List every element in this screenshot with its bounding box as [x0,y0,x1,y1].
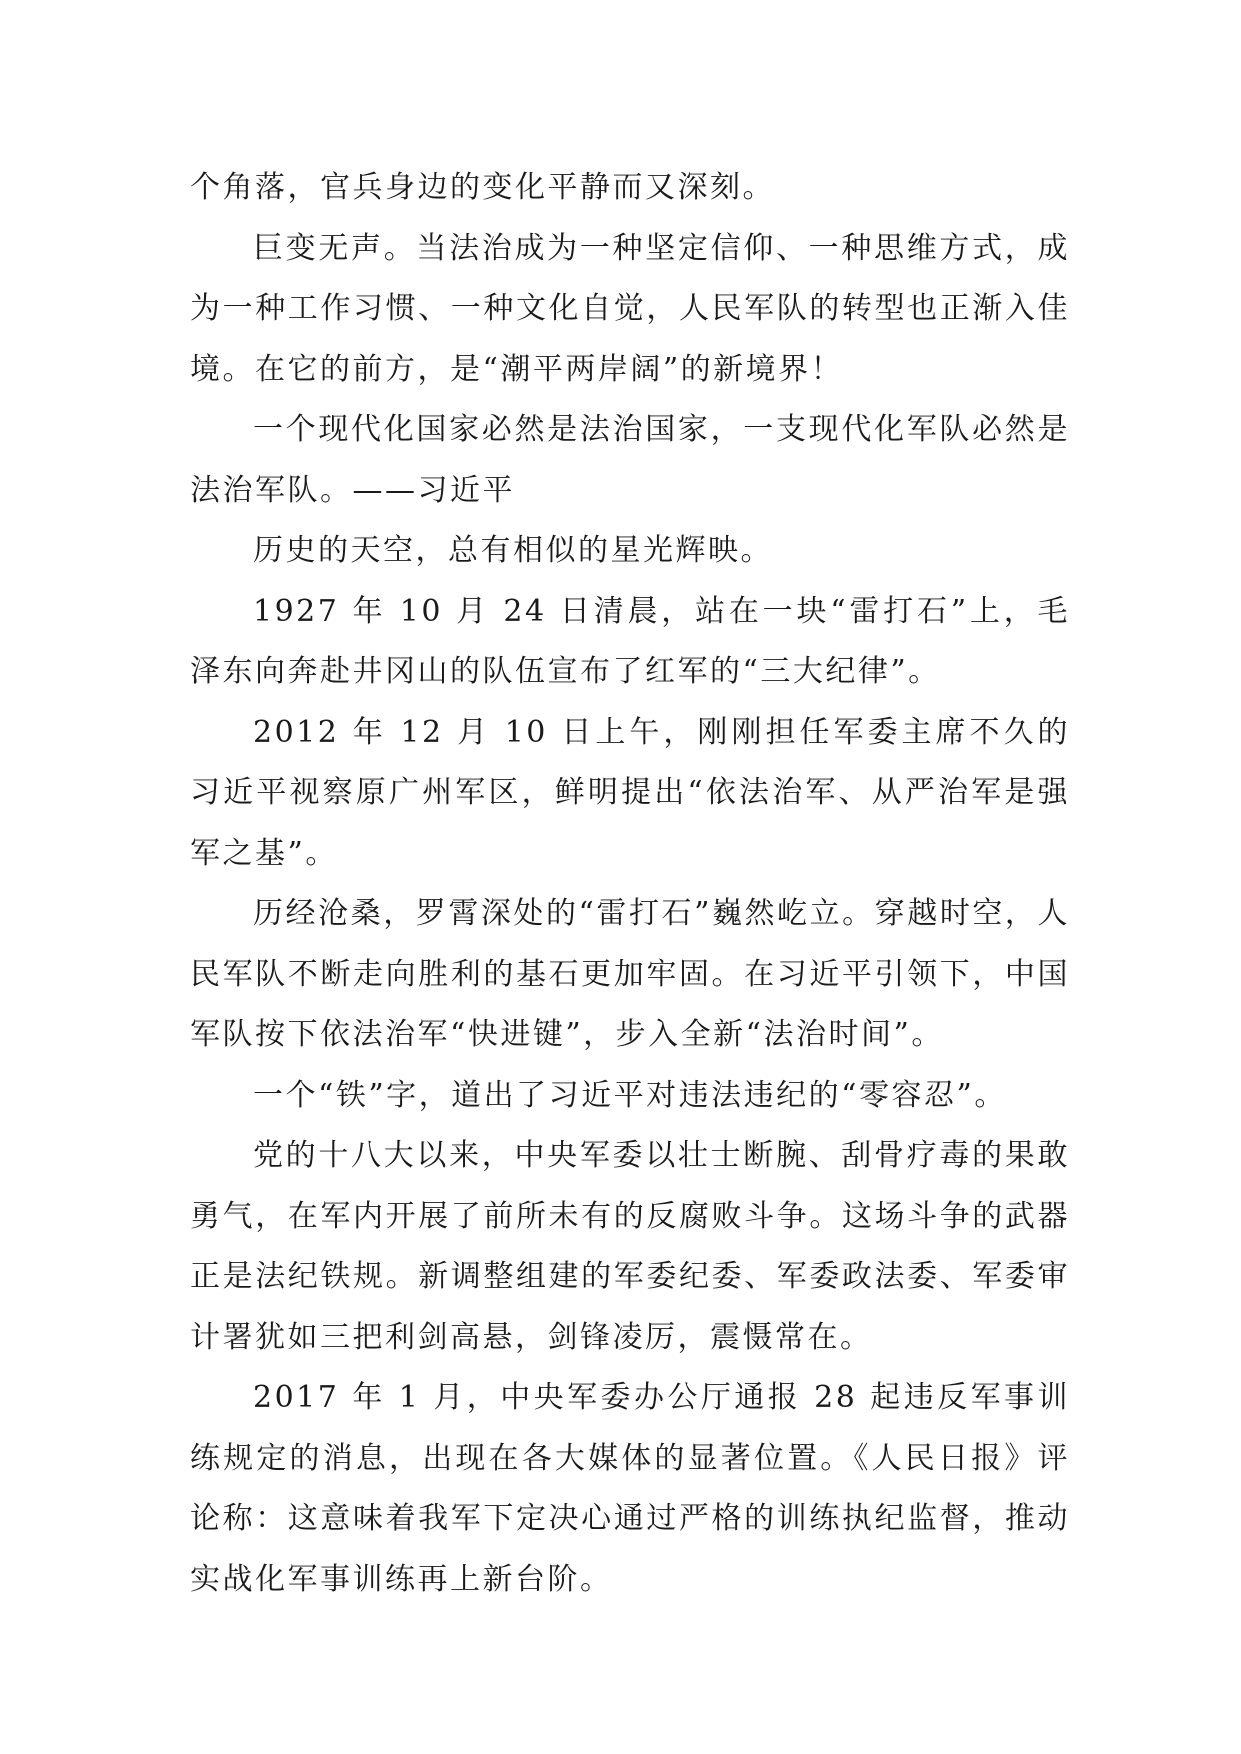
paragraph-history-sky: 历史的天空，总有相似的星光辉映。 [253,533,773,568]
paragraph-1927: 1927 年 10 月 24 日清晨，站在一块“雷打石”上，毛泽东向奔赴井冈山的队伍宣布了红军的“三大纪律”。 [190,593,1070,689]
paragraph-quote: 一个现代化国家必然是法治国家，一支现代化军队必然是法治军队。——习近平 [190,412,1070,508]
document-page [190,158,1070,1610]
paragraph-anti-corruption: 党的十八大以来，中央军委以壮士断腕、刮骨疗毒的果敢勇气，在军内开展了前所未有的反腐败斗争。这场斗争的武器正是法纪铁规。新调整组建的军委纪委、军委政法委、军委审计署犹如三把利剑高悬，剑锋凌厉，震慑常在。 [190,1138,1070,1355]
paragraph-2012: 2012 年 12 月 10 日上午，刚刚担任军委主席不久的习近平视察原广州军区，鲜明提出“依法治军、从严治军是强军之基”。 [190,714,1070,871]
paragraph-iron: 一个“铁”字，道出了习近平对违法违纪的“零容忍”。 [253,1077,1007,1113]
paragraph-leidashi: 历经沧桑，罗霄深处的“雷打石”巍然屹立。穿越时空，人民军队不断走向胜利的基石更加牢固。在习近平引领下，中国军队按下依法治军“快进键”，步入全新“法治时间”。 [190,896,1070,1052]
paragraph-rule-of-law-transformation: 巨变无声。当法治成为一种坚定信仰、一种思维方式，成为一种工作习惯、一种文化自觉，人民军队的转型也正渐入佳境。在它的前方，是“潮平两岸阔”的新境界！ [190,230,1070,387]
paragraph-2017: 2017 年 1 月，中央军委办公厅通报 28 起违反军事训练规定的消息，出现在各大媒体的显著位置。《人民日报》评论称：这意味着我军下定决心通过严格的训练执纪监督，推动实战化军事训练再上新台阶。 [190,1380,1070,1597]
paragraph-continuation: 个角落，官兵身边的变化平静而又深刻。 [190,170,775,205]
